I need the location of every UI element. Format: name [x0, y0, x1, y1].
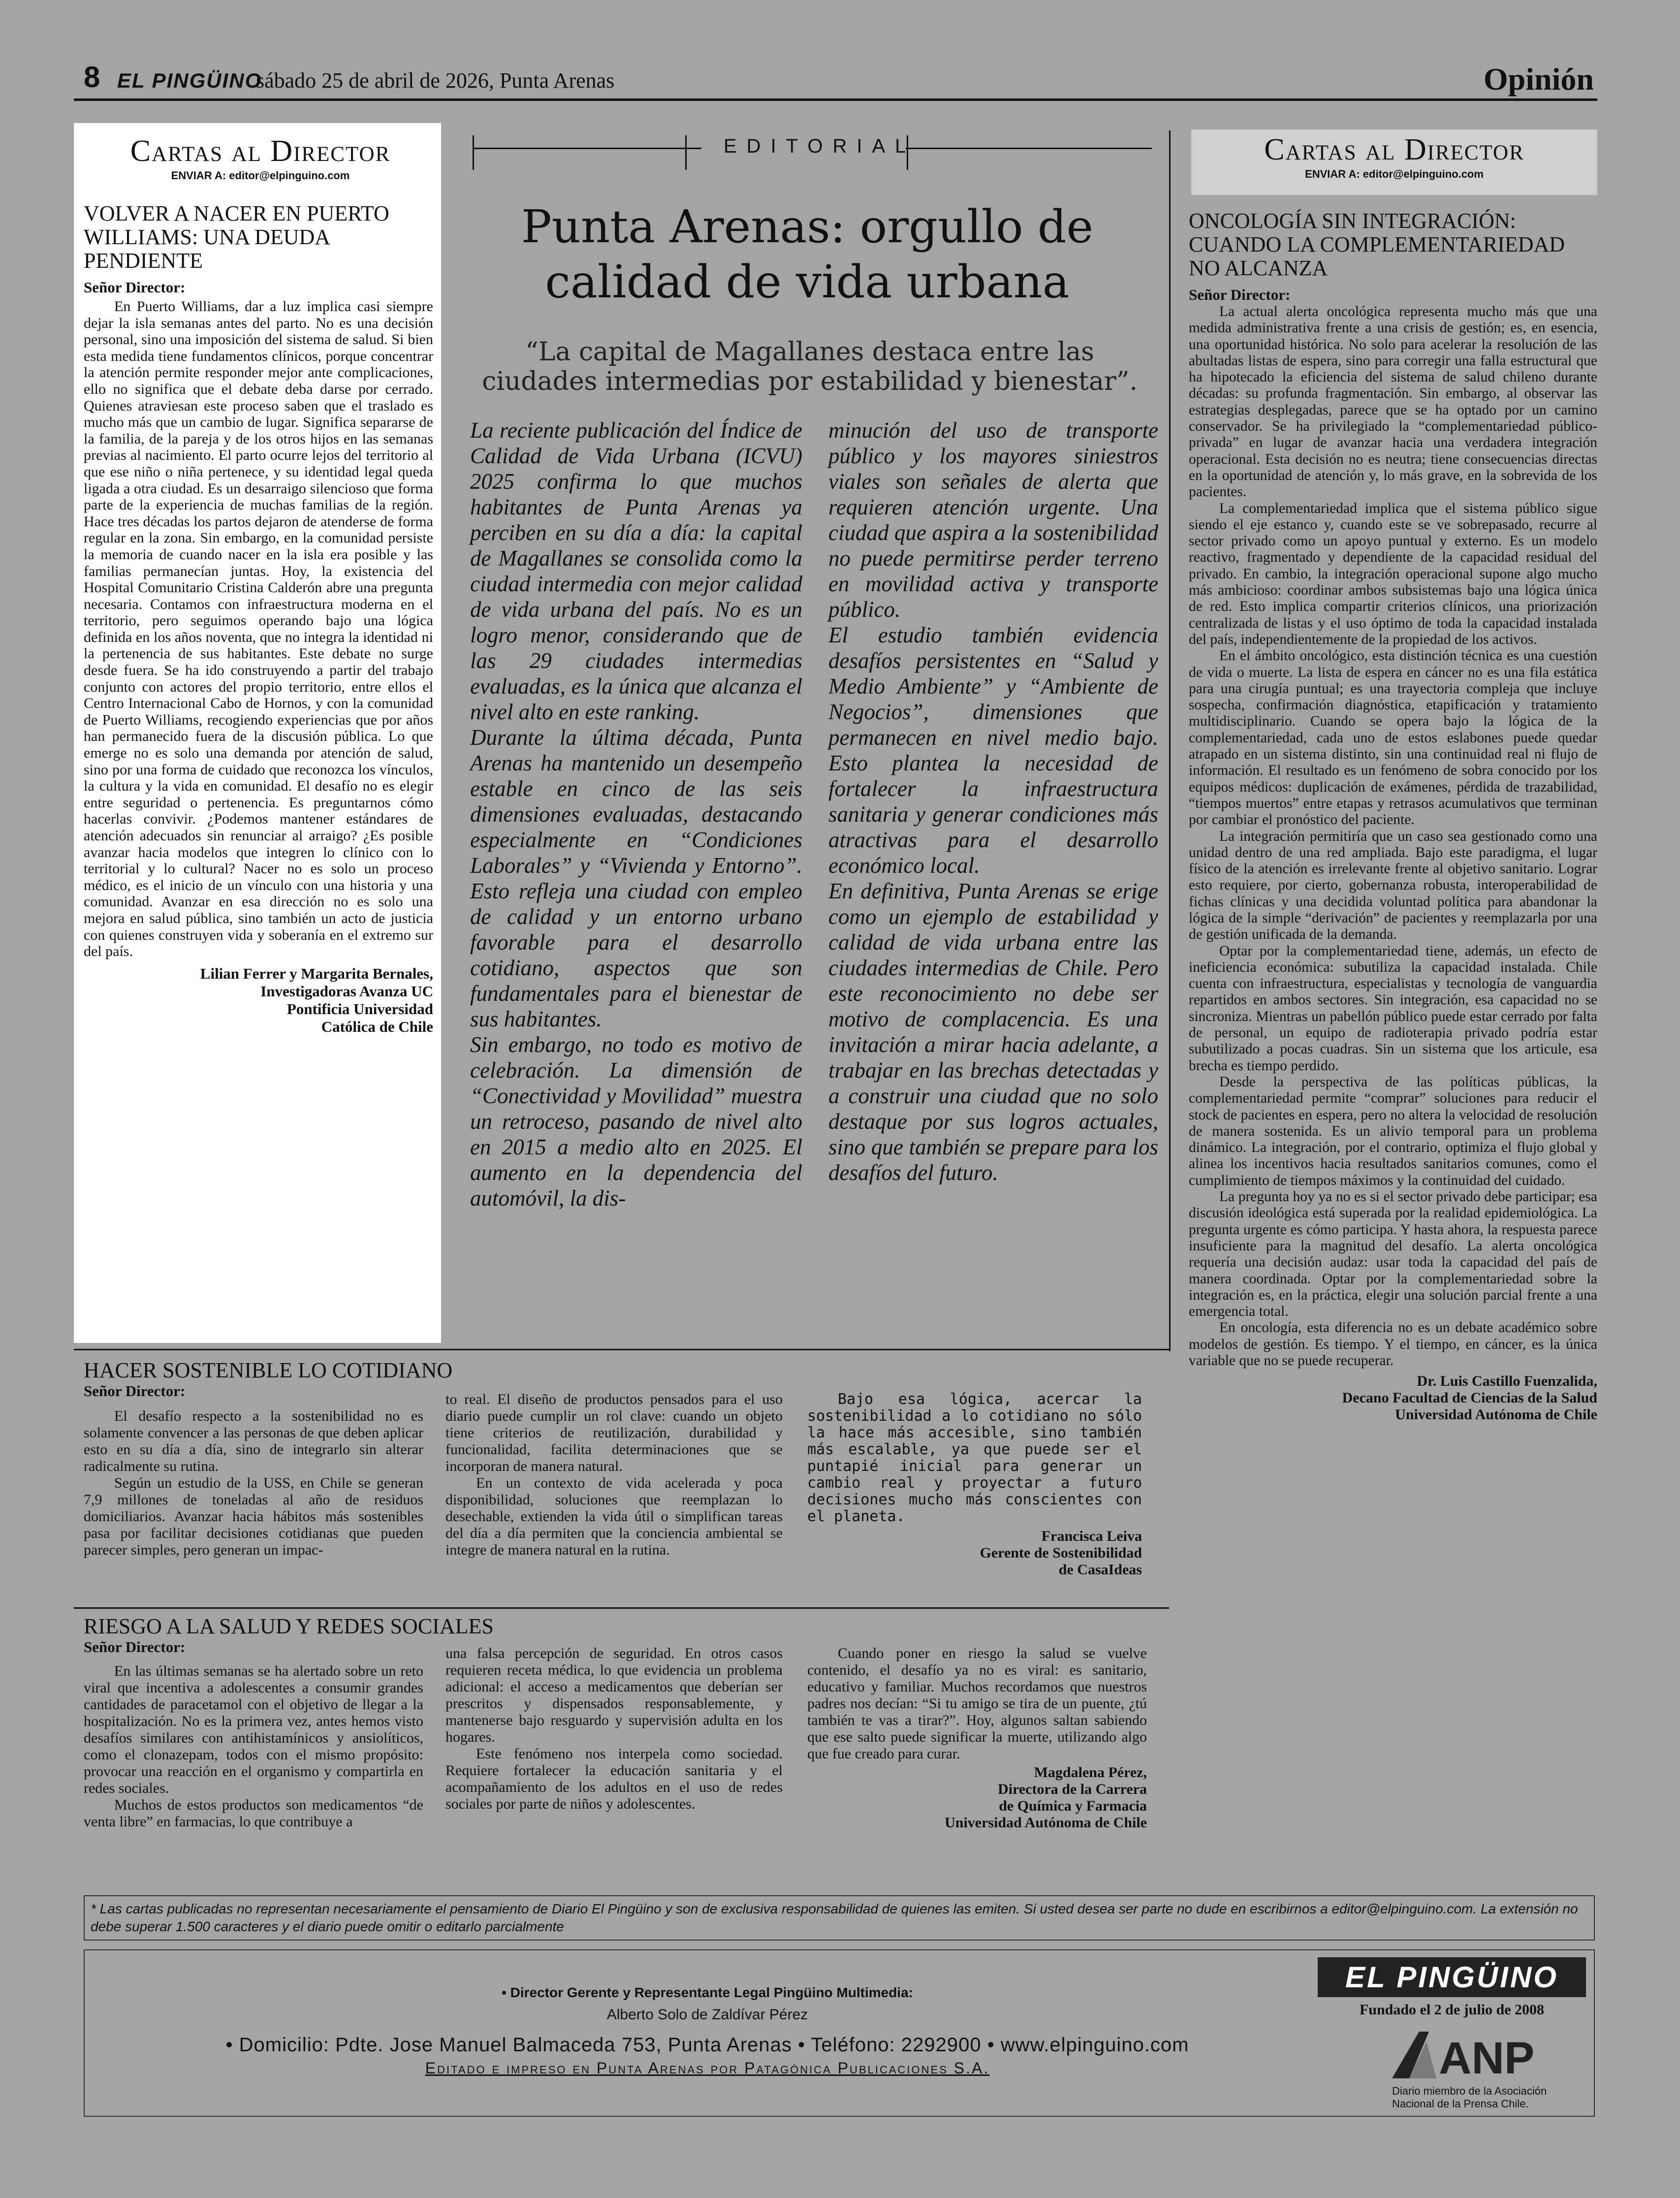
letter-greeting: Señor Director: — [84, 1638, 186, 1656]
letter-greeting: Señor Director: — [84, 279, 186, 296]
letter-signature — [807, 1528, 1142, 1578]
anp-mark-icon — [1390, 2027, 1535, 2083]
letter-williams — [84, 202, 433, 1036]
disclaimer: * Las cartas publicadas no representan necesariamente el pensamiento de Diario El Pingüino y son de exclusiva responsabilidad de quienes las emiten. Si usted desea ser parte no dude en escribirnos a editor@elpinguino.com. La extensión no debe superar 1.500 caracteres y el diario puede omitir o editarlo parcialmente — [84, 1895, 1595, 1941]
footer-logo: EL PINGÜINO — [1318, 1957, 1586, 1997]
letter-paragraph: La integración permitiría que un caso sea gestionado como una unidad dentro de una red ampliada. Bajo este paradigma, el lugar físico de la atención es irrelevante frente al objetivo sanitario. Lograr esto requiere, por cierto, gobernanza robusta, interoperabilidad de fichas clínicas y una decidida voluntad política para abandonar la lógica de la simple “derivación” de pacientes y reemplazarla por una de gestión unificada de la demanda. — [1189, 828, 1597, 943]
sig-line: Católica de Chile — [321, 1018, 433, 1035]
printer-line: Editado e impreso en Punta Arenas por Patagónica Publicaciones S.A. — [425, 2059, 990, 2077]
letter-paragraph: una falsa percepción de seguridad. En otros casos requieren receta médica, lo que evidencia un problema adicional: el acceso a medicamentos que deberían ser prescritos y dispensados responsablemente, y mantenerse bajo resguardo y supervisión adulta en los hogares. — [445, 1645, 783, 1745]
editorial-title: Punta Arenas: orgullo de calidad de vida urbana — [521, 200, 1094, 308]
anp-text: ANP — [1439, 2033, 1535, 2083]
cartas-header-left — [88, 129, 433, 191]
letter-heading: RIESGO A LA SALUD Y REDES SOCIALES — [84, 1614, 494, 1638]
letter-paragraph: La pregunta hoy ya no es si el sector privado debe participar; esa discusión ideológica está superada por la realidad epidemiológica. La pregunta urgente es cómo participa. Y hasta ahora, la respuesta parece insuficiente para la magnitud del desafío. La alerta oncológica requería una decisión audaz: usar toda la capacidad del país de manera coordinada. Optar por la complementariedad sobre la integración es, en la práctica, elegir una solución parcial frente a una emergencia total. — [1189, 1189, 1597, 1320]
letter-paragraph: to real. El diseño de productos pensados para el uso diario puede cumplir un rol clave: cuando un objeto tiene criterios de reutilización, durabilidad y funcionalidad, facilita determinaciones que se incorporan de manera natural. — [445, 1391, 783, 1474]
editorial-tag: EDITORIAL — [724, 135, 916, 157]
sig-line: Directora de la Carrera — [998, 1781, 1147, 1797]
editorial-paragraph: Sin embargo, no todo es motivo de celebración. La dimensión de “Conectividad y Movilidad” muestra un retroceso, pasando de nivel alto en 2015 a medio alto en 2025. El aumento en la dependencia del automóvil, la dis- — [470, 1032, 802, 1210]
letter-paragraph: En las últimas semanas se ha alertado sobre un reto viral que incentiva a adolescentes a consumir grandes cantidades de paracetamol con el objetivo de llegar a la hospitalización. No es la primera vez, antes hemos visto desafíos similares con antihistamínicos y ansiolíticos, como el clonazepam, todos con el mismo propósito: provocar una reacción en el organismo y compartirla en redes sociales. — [84, 1663, 423, 1796]
editorial-tick — [685, 135, 687, 170]
cotidiano-col-1 — [84, 1408, 423, 1559]
column-divider — [1169, 130, 1171, 1351]
sig-line: Dr. Luis Castillo Fuenzalida, — [1417, 1373, 1597, 1390]
sig-line: de CasaIdeas — [1058, 1561, 1142, 1578]
cartas-header-right — [1191, 129, 1597, 195]
letter-heading: ONCOLOGÍA SIN INTEGRACIÓN: CUANDO LA COMPLEMENTARIEDAD NO ALCANZA — [1189, 209, 1565, 280]
footer-address: • Domicilio: Pdte. Jose Manuel Balmaceda 753, Punta Arenas • Teléfono: 2292900 • www.elpinguino.com — [225, 2034, 1189, 2056]
letter-signature — [1189, 1373, 1597, 1423]
anp-logo — [1345, 2027, 1562, 2115]
editorial-paragraph: En definitiva, Punta Arenas se erige como un ejemplo de estabilidad y calidad de vida urbana entre las ciudades intermedias de Chile. Pero este reconocimiento no debe ser motivo de complacencia. Es una invitación a mirar hacia adelante, a trabajar en las brechas detectadas y a construir una ciudad que no solo destaque por sus logros actuales, sino que también se prepare para los desafíos del futuro. — [828, 879, 1158, 1185]
anp-caption: Diario miembro de la Asociación Nacional de la Prensa Chile. — [1392, 2085, 1547, 2110]
director-label: • Director Gerente y Representante Legal Pingüino Multimedia: — [502, 1985, 913, 2000]
cotidiano-col-3 — [807, 1391, 1142, 1578]
sig-line: Universidad Autónoma de Chile — [945, 1815, 1147, 1831]
newspaper-logo: EL PINGÜINO — [117, 69, 262, 92]
letter-paragraph: La actual alerta oncológica representa mucho más que una medida administrativa frente a una crisis de gestión; es, en esencia, una oportunidad histórica. No solo para acelerar la resolución de las abultadas listas de espera, sino para corregir una falla estructural que ha hipotecado la eficiencia del sistema de salud chileno durante décadas: su profunda fragmentación. Sin embargo, al observar las estrategias desplegadas, parece que se ha optado por un camino conservador. Se ha privilegiado la “complementariedad público-privada” en lugar de avanzar hacia una verdadera integración operacional. Esta decisión no es neutra; tiene consecuencias directas en la oportunidad de atención y, lo más grave, en la sobrevida de los pacientes. — [1189, 304, 1597, 500]
cartas-email: ENVIAR A: editor@elpinguino.com — [171, 169, 350, 182]
footer — [84, 1949, 1595, 2117]
riesgo-col-1 — [84, 1663, 423, 1830]
editorial-paragraph: La reciente publicación del Índice de Calidad de Vida Urbana (ICVU) 2025 confirma lo que muchos habitantes de Punta Arenas ya perciben en su día a día: la capital de Magallanes se consolida como la ciudad intermedia con mejor calidad de vida urbana del país. No es un logro menor, considerando que de las 29 ciudades intermedias evaluadas, es la única que alcanza el nivel alto en este ranking. — [470, 418, 802, 724]
letter-greeting: Señor Director: — [1189, 286, 1291, 303]
letter-paragraph: Según un estudio de la USS, en Chile se generan 7,9 millones de toneladas al año de residuos domiciliarios. Avanzar hacia hábitos más sostenibles pasa por facilitar decisiones cotidianas que pueden parecer simples, pero generan un impac- — [84, 1475, 423, 1558]
letter-heading: HACER SOSTENIBLE LO COTIDIANO — [84, 1358, 453, 1382]
editorial-rule-left — [473, 148, 701, 149]
founded-date: Fundado el 2 de julio de 2008 — [1359, 2002, 1545, 2018]
sig-line: Francisca Leiva — [1041, 1528, 1142, 1544]
riesgo-col-3 — [807, 1645, 1147, 1831]
cartas-title: Cartas al Director — [130, 134, 391, 168]
section-rule — [74, 1349, 1169, 1350]
cartas-title: Cartas al Director — [1264, 133, 1524, 166]
editorial-paragraph: Durante la última década, Punta Arenas ha mantenido un desempeño estable en cinco de las seis dimensiones evaluadas, destacando especialmente en “Condiciones Laborales” y “Vivienda y Entorno”. Esto refleja una ciudad con empleo de calidad y un entorno urbano favorable para el desarrollo cotidiano, aspectos que son fundamentales para el bienestar de sus habitantes. — [470, 725, 802, 1031]
letter-paragraph: En oncología, esta diferencia no es un debate académico sobre modelos de gestión. Es tiempo. Y el tiempo, en cáncer, es la única variable que no se puede recuperar. — [1189, 1320, 1597, 1369]
cotidiano-col-2 — [445, 1391, 783, 1559]
letter-oncologia — [1189, 209, 1597, 1423]
letter-signature — [807, 1764, 1147, 1831]
editorial-rule-right — [906, 148, 1152, 149]
letter-paragraph: Cuando poner en riesgo la salud se vuelve contenido, el desafío ya no es viral: es sanitario, educativo y familiar. Muchos recordamos que nuestros padres nos decían: “Si tu amigo se tira de un puente, ¿tú también te vas a tirar?”. Hoy, algunos saltan sabiendo que ese salto puede significar la muerte, utilizando algo que fue creado para curar. — [807, 1645, 1147, 1762]
section-rule — [74, 1607, 1169, 1609]
letter-paragraph: En el ámbito oncológico, esta distinción técnica es una cuestión de vida o muerte. La lista de espera en cáncer no es una fila estática para una cirugía puntual; es una trayectoria compleja que incluye sospecha, confirmación diagnóstica, etapificación y tratamiento multidisciplinario. Cuando se opera bajo la lógica de la complementariedad, cada uno de estos eslabones puede quedar atrapado en un sistema distinto, sin una continuidad real ni flujo de información. El resultado es un fenómeno de sobra conocido por los equipos médicos: duplicación de exámenes, pérdida de trazabilidad, “tiempos muertos” entre etapas y retrasos acumulativos que terminan por cambiar el pronóstico del paciente. — [1189, 648, 1597, 828]
editorial-tick-left — [473, 135, 474, 170]
header-rule — [74, 98, 1597, 101]
letter-signature — [84, 965, 433, 1036]
letter-paragraph: Bajo esa lógica, acercar la sostenibilidad a lo cotidiano no sólo la hace más accesible, sino también más escalable, ya que puede ser el puntapié inicial para generar un cambio real y proyectar a futuro decisiones mucho más conscientes con el planeta. — [807, 1391, 1142, 1525]
sig-line: Magdalena Pérez, — [1034, 1764, 1147, 1781]
sig-line: Pontificia Universidad — [286, 1000, 433, 1018]
letter-paragraph: Optar por la complementariedad tiene, además, un efecto de ineficiencia económica: subutiliza la capacidad instalada. Chile cuenta con infraestructura, especialistas y tecnología de vanguardia repartidos en ambos sectores. Sin integración, esa capacidad no se sincroniza. Mientras un pabellón público puede estar cerrado por falta de personal, un equipo de radioterapia privado podría estar subutilizado a pocas cuadras. Sin un sistema que los articule, esa brecha es tiempo perdido. — [1189, 943, 1597, 1074]
sig-line: de Química y Farmacia — [999, 1798, 1147, 1814]
letter-heading: VOLVER A NACER EN PUERTO WILLIAMS: UNA DEUDA PENDIENTE — [84, 201, 389, 273]
sig-line: Gerente de Sostenibilidad — [980, 1545, 1142, 1561]
riesgo-col-2 — [445, 1645, 783, 1813]
editorial-column-1 — [470, 417, 802, 1211]
editorial-quote: “La capital de Magallanes destaca entre las ciudades intermedias por estabilidad y bienestar”. — [482, 337, 1138, 396]
editorial-paragraph: minución del uso de transporte público y los mayores siniestros viales son señales de alerta que requieren atención urgente. Una ciudad que aspira a la sostenibilidad no puede permitirse perder terreno en movilidad activa y transporte público. — [828, 418, 1158, 622]
editorial-paragraph: El estudio también evidencia desafíos persistentes en “Salud y Medio Ambiente” y “Ambiente de Negocios”, dimensiones que permanecen en nivel medio bajo. Esto plantea la necesidad de fortalecer la infraestructura sanitaria y generar condiciones más atractivas para el desarrollo económico local. — [828, 623, 1158, 878]
letter-body: En Puerto Williams, dar a luz implica casi siempre dejar la isla semanas antes del parto. No es una decisión personal, sino una imposición del sistema de salud. Si bien esta medida tiene fundamentos clínicos, porque concentrar la atención permite responder mejor ante complicaciones, ello no significa que el debate deba darse por cerrado. Quienes atraviesan este proceso saben que el traslado es mucho más que un cambio de lugar. Significa separarse de la familia, de la pareja y de los otros hijos en las semanas previas al nacimiento. El parto ocurre lejos del territorio al que ese niño o niña pertenece, y su identidad legal queda ligada a otra ciudad. Es un desarraigo silencioso que forma parte de la experiencia de muchas familias de la región. Hace tres décadas los partos dejaron de atenderse de forma regular en la zona. Sin embargo, en la comunidad persiste la memoria de cuando nacer en la isla era posible y las familias permanecían juntas. Hoy, la existencia del Hospital Comunitario Cristina Calderón abre una pregunta necesaria. Contamos con infraestructura moderna en el territorio, pero seguimos operando bajo una lógica definida en los años noventa, que no integra la identidad ni la pertenencia de sus habitantes. Este debate no surge desde fuera. Se ha ido construyendo a partir del trabajo conjunto con actores del propio territorio, entre ellos el Centro Internacional Cabo de Hornos, y con la comunidad de Puerto Williams, recogiendo experiencias que por años han permanecido fuera de la discusión pública. Lo que emerge no es solo una demanda por atención de salud, sino por una forma de cuidado que reconozca los vínculos, la cultura y la vida en comunidad. El desafío no es elegir entre seguridad o pertenencia. Es preguntarnos cómo hacerlas convivir. ¿Podemos mantener estándares de atención adecuados sin renunciar al arraigo? ¿Es posible avanzar hacia modelos que integren lo clínico con lo territorial y lo cultural? Nacer no es solo un proceso médico, es el inicio de un vínculo con una historia y una comunidad. Avanzar en esa dirección no es solo una mejora en salud pública, sino también un acto de justicia con quienes construyen vida y soberanía en el extremo sur del país. — [84, 298, 433, 960]
cartas-email: ENVIAR A: editor@elpinguino.com — [1305, 168, 1484, 180]
director-name: Alberto Solo de Zaldívar Pérez — [606, 2007, 808, 2023]
page-number: 8 — [84, 61, 100, 94]
sig-line: Investigadoras Avanza UC — [260, 982, 433, 1000]
section-title: Opinión — [1483, 62, 1594, 96]
sig-line: Universidad Autónoma de Chile — [1395, 1406, 1597, 1423]
editorial-column-2 — [828, 417, 1158, 1185]
letter-body — [1189, 304, 1597, 1369]
letter-paragraph: Muchos de estos productos son medicamentos “de venta libre” en farmacias, lo que contribuye a — [84, 1797, 423, 1830]
letter-paragraph: La complementariedad implica que el sistema público sigue siendo el eje estanco y, cuando este se ve sobrepasado, recurre al sector privado como un apoyo puntual y externo. Es un modelo reactivo, fragmentado y dependiente de la capacidad residual del privado. En cambio, la integración operacional supone algo mucho más ambicioso: coordinar ambos subsistemas bajo una lógica única de red. Esto implica compartir criterios clínicos, una priorización centralizada de listas y el uso óptimo de toda la capacidad instalada del país, independientemente de la propiedad de los activos. — [1189, 500, 1597, 647]
letter-paragraph: Este fenómeno nos interpela como sociedad. Requiere fortalecer la educación sanitaria y el acompañamiento de los adultos en el uso de redes sociales por parte de niños y adolescentes. — [445, 1746, 783, 1812]
letter-paragraph: Desde la perspectiva de las políticas públicas, la complementariedad permite “comprar” soluciones para reducir el stock de pacientes en espera, pero no altera la velocidad de resolución de manera sostenida. Es un alivio temporal para un problema dinámico. La integración, por el contrario, optimiza el flujo global y alinea los incentivos hacia resultados sanitarios comunes, como el cumplimiento de tiempos máximos y la continuidad del cuidado. — [1189, 1074, 1597, 1188]
sig-line: Decano Facultad de Ciencias de la Salud — [1342, 1390, 1597, 1406]
letter-paragraph: El desafío respecto a la sostenibilidad no es solamente convencer a las personas de que deben aplicar esto en su día a día, sino de integrarlo sin alterar radicalmente su rutina. — [84, 1408, 423, 1474]
letter-greeting: Señor Director: — [84, 1382, 186, 1400]
edition-date: sábado 25 de abril de 2026, Punta Arenas — [256, 68, 615, 93]
footer-credits — [85, 1985, 1330, 2077]
letter-paragraph: En un contexto de vida acelerada y poca disponibilidad, soluciones que reemplazan lo desechable, extienden la vida útil o simplifican tareas del día a día permiten que la conciencia ambiental se integre de manera natural en la rutina. — [445, 1475, 783, 1558]
sig-line: Lilian Ferrer y Margarita Bernales, — [200, 964, 433, 982]
